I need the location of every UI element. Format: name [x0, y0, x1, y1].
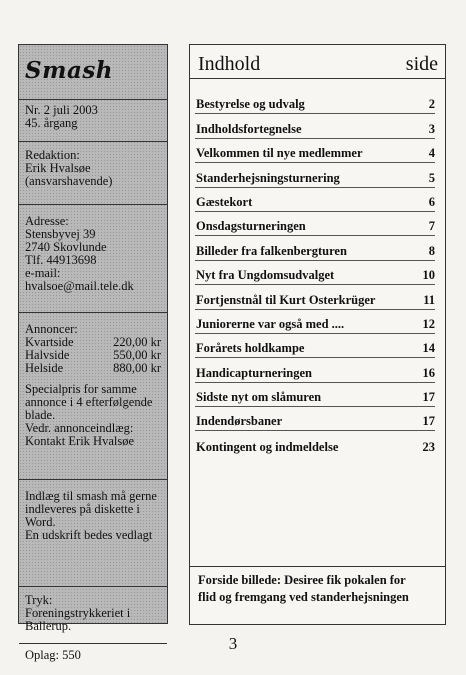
editorial-heading: Redaktion:	[25, 148, 80, 162]
toc-item	[195, 212, 435, 236]
editorial-section	[19, 141, 167, 204]
toc-item-title: Fortjenstnål til Kurt Osterkrüger	[196, 292, 376, 307]
toc-item-title: Onsdagsturneringen	[196, 219, 306, 234]
toc-item	[195, 139, 435, 163]
toc-item-title: Indholdsfortegnelse	[196, 121, 302, 136]
toc-item-title: Gæstekort	[196, 194, 253, 209]
special-price-line: Specialpris for samme	[25, 382, 137, 396]
toc-item-page: 2	[428, 97, 435, 112]
toc-item-page: 7	[428, 219, 435, 234]
toc-item-page: 3	[428, 121, 435, 136]
price-row	[25, 362, 161, 375]
issue-section	[19, 99, 167, 141]
toc-item	[195, 383, 435, 407]
toc-item-title: Nyt fra Ungdomsudvalget	[196, 268, 335, 283]
toc-item	[195, 188, 435, 212]
smash-logo: Smash	[25, 57, 114, 84]
toc-item-page: 5	[428, 170, 435, 185]
toc-item-title: Billeder fra falkenbergturen	[196, 243, 347, 258]
issue-number: Nr. 2 juli 2003	[25, 103, 98, 117]
toc-item-page: 10	[422, 268, 435, 283]
toc-page-heading: side	[405, 53, 438, 75]
address-street: Stensbyvej 39	[25, 227, 96, 241]
price-label: Kvartside	[25, 335, 74, 349]
table-of-contents	[189, 44, 446, 625]
address-heading: Adresse:	[25, 214, 69, 228]
toc-item	[195, 431, 435, 455]
toc-title: Indhold	[198, 53, 261, 75]
price-value: 220,00 kr	[113, 335, 161, 349]
print-line: Ballerup.	[25, 619, 72, 633]
email-address: hvalsoe@mail.tele.dk	[25, 279, 134, 293]
toc-item	[195, 407, 435, 431]
toc-item-page: 12	[422, 316, 435, 331]
submission-line: Word.	[25, 515, 56, 529]
page-number: 3	[228, 634, 238, 653]
toc-item-page: 4	[428, 146, 435, 161]
submission-line: Indlæg til smash må gerne	[25, 489, 157, 503]
toc-item	[195, 334, 435, 358]
toc-item-title: Forårets holdkampe	[196, 341, 305, 356]
price-label: Halvside	[25, 348, 70, 362]
toc-item-title: Kontingent og indmeldelse	[196, 439, 339, 454]
circulation: Oplag: 550	[25, 648, 81, 662]
editor-role: (ansvarshavende)	[25, 174, 113, 188]
address-section	[19, 204, 167, 312]
caption-line: flid og fremgang ved standerhejsningen	[198, 590, 409, 604]
toc-item-title: Sidste nyt om slåmuren	[196, 390, 322, 405]
toc-item-title: Juniorerne var også med ....	[196, 316, 345, 331]
toc-item-title: Handicapturneringen	[196, 365, 312, 380]
colophon-panel	[18, 44, 168, 662]
special-price-line: blade.	[25, 408, 56, 422]
ads-section	[19, 312, 167, 479]
editor-name: Erik Hvalsøe	[25, 161, 91, 175]
toc-item	[195, 163, 435, 187]
address-phone: Tlf. 44913698	[25, 253, 97, 267]
toc-item-page: 6	[428, 194, 435, 209]
toc-item	[195, 358, 435, 382]
toc-header	[190, 45, 445, 79]
toc-item-page: 23	[422, 439, 435, 454]
toc-item	[195, 261, 435, 285]
toc-item-page: 8	[428, 243, 435, 258]
toc-list	[195, 90, 435, 456]
address-city: 2740 Skovlunde	[25, 240, 107, 254]
toc-item	[195, 236, 435, 260]
toc-item	[195, 285, 435, 309]
toc-item	[195, 90, 435, 114]
price-value: 880,00 kr	[113, 361, 161, 375]
submission-line: indleveres på diskette i	[25, 502, 140, 516]
toc-item-title: Bestyrelse og udvalg	[196, 97, 305, 112]
ads-contact-line: Vedr. annonceindlæg:	[25, 421, 134, 435]
print-line: Foreningstrykkeriet i	[25, 606, 131, 620]
price-label: Helside	[25, 361, 64, 375]
submission-section	[19, 479, 167, 586]
toc-item-page: 17	[422, 414, 435, 429]
cover-caption	[190, 566, 445, 606]
toc-item-page: 11	[423, 292, 435, 307]
ads-contact-line: Kontakt Erik Hvalsøe	[25, 434, 135, 448]
ads-heading: Annoncer:	[25, 322, 78, 336]
submission-line: En udskrift bedes vedlagt	[25, 528, 153, 542]
toc-item-page: 17	[422, 390, 435, 405]
toc-item	[195, 310, 435, 334]
special-price-line: annonce i 4 efterfølgende	[25, 395, 153, 409]
toc-item-title: Velkommen til nye medlemmer	[196, 146, 363, 161]
masthead-section	[19, 45, 167, 99]
toc-item-title: Standerhejsningsturnering	[196, 170, 340, 185]
toc-item-page: 14	[422, 341, 435, 356]
toc-item-page: 16	[422, 365, 435, 380]
toc-item	[195, 114, 435, 138]
volume: 45. årgang	[25, 116, 78, 130]
print-line: Tryk:	[25, 593, 53, 607]
caption-line: Forside billede: Desiree fik pokalen for	[198, 573, 406, 587]
price-value: 550,00 kr	[113, 348, 161, 362]
email-label: e-mail:	[25, 266, 61, 280]
toc-item-title: Indendørsbaner	[196, 414, 283, 429]
